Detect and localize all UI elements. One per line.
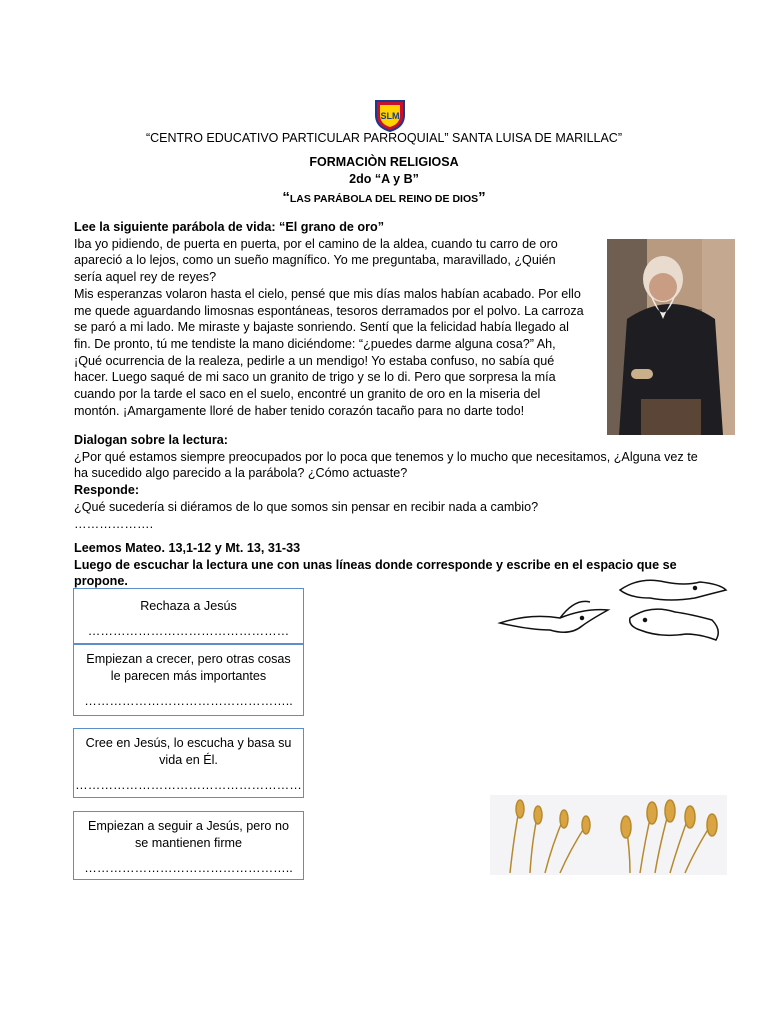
title-text: LAS PARÁBOLA DEL REINO DE DIOS xyxy=(289,193,479,205)
match-box-3[interactable] xyxy=(73,728,304,798)
match-box-2[interactable] xyxy=(73,644,304,716)
answer-blank[interactable]: ………………………………………….. xyxy=(84,694,293,708)
match-box-1[interactable] xyxy=(73,588,304,644)
match-box-4[interactable] xyxy=(73,811,304,880)
dialogue-section xyxy=(74,432,724,532)
dialogue-question-line: ha sucedido algo parecido a la parábola? ¿Cómo actuaste? xyxy=(74,466,408,481)
school-name: “CENTRO EDUCATIVO PARTICULAR PARROQUIAL” SANTA LUISA DE MARILLAC” xyxy=(145,131,622,145)
parable-line: montón. ¡Amargamente lloré de haber tenido corazón tacaño para no darte todo! xyxy=(74,403,525,418)
parable-line: me quede aguardando limosnas espontáneas, tesoros derramados por el polvo. La carroza xyxy=(74,303,584,318)
subject-title: FORMACIÒN RELIGIOSA xyxy=(309,155,459,169)
grade-label: 2do “A y B” xyxy=(349,172,419,186)
dialogue-heading: Dialogan sobre la lectura: xyxy=(74,433,228,447)
match-box-text: Cree en Jesús, lo escucha y basa su xyxy=(85,736,292,750)
parable-line: cuando por la tarde el saco en el suelo, encontré un granito de oro en la miseria del xyxy=(74,387,541,402)
match-box-text: se mantienen firme xyxy=(134,836,243,850)
title-open-quote: “ xyxy=(282,189,290,206)
parable-line: apareció a lo lejos, como un sueño magnífico. Yo me preguntaba, maravillado, ¿Quién xyxy=(74,253,556,268)
match-box-text: le parecen más importantes xyxy=(110,669,267,683)
wheat-illustration-icon xyxy=(490,795,727,875)
title-close-quote: ” xyxy=(478,189,486,206)
parable-line: se paró a mi lado. Me miraste y bajaste sonriendo. Sentí que la felicidad había llegado al xyxy=(74,320,569,335)
answer-blank[interactable]: ………………………………………… xyxy=(87,624,290,638)
parable-line: fin. De pronto, tú me tendiste la mano diciéndome: “¿puedes darme alguna cosa?” Ah, xyxy=(74,336,556,351)
match-box-text: vida en Él. xyxy=(159,753,218,767)
parable-line: hacer. Luego saqué de mi saco un granito de trigo y se lo di. Pero que sorpresa la mía xyxy=(74,370,556,385)
parable-section xyxy=(74,219,614,419)
match-box-text: Empiezan a crecer, pero otras cosas xyxy=(86,652,291,666)
parable-line: sería aquel rey de reyes? xyxy=(74,270,217,285)
page-title xyxy=(0,189,768,206)
answer-blank[interactable]: ………………………………………….. xyxy=(84,861,293,875)
match-box-text: Rechaza a Jesús xyxy=(140,599,237,613)
responde-question: ¿Qué sucedería si diéramos de lo que somos sin pensar en recibir nada a cambio? xyxy=(74,499,539,514)
match-box-text: Empiezan a seguir a Jesús, pero no xyxy=(88,819,289,833)
reading-heading: Leemos Mateo. 13,1-12 y Mt. 13, 31-33 xyxy=(74,541,301,555)
responde-heading: Responde: xyxy=(74,483,140,498)
beggar-photo xyxy=(607,239,735,435)
answer-blank[interactable]: ………………. xyxy=(74,516,154,531)
answer-blank[interactable]: ……………………………………………… xyxy=(75,778,302,792)
birds-illustration-icon xyxy=(490,568,730,648)
logo-text: SLM xyxy=(380,111,400,121)
parable-line: ¡Qué ocurrencia de la realeza, pedirle a un mendigo! Yo estaba confuso, no sabía qué xyxy=(74,353,555,368)
reading-instruction: Luego de escuchar la lectura une con unas líneas donde corresponde y escribe en el espacio que se propone. xyxy=(74,557,677,589)
school-logo-icon xyxy=(372,97,408,133)
parable-line: Iba yo pidiendo, de puerta en puerta, por el camino de la aldea, cuando tu carro de oro xyxy=(74,236,558,251)
dialogue-question-line: ¿Por qué estamos siempre preocupados por lo poca que tenemos y lo mucho que necesitamos, ¿Alguna vez te xyxy=(74,449,698,464)
parable-line: Mis esperanzas volaron hasta el cielo, pensé que mis días malos habían acabado. Por ello xyxy=(74,286,581,301)
parable-heading: Lee la siguiente parábola de vida: “El grano de oro” xyxy=(74,220,385,234)
